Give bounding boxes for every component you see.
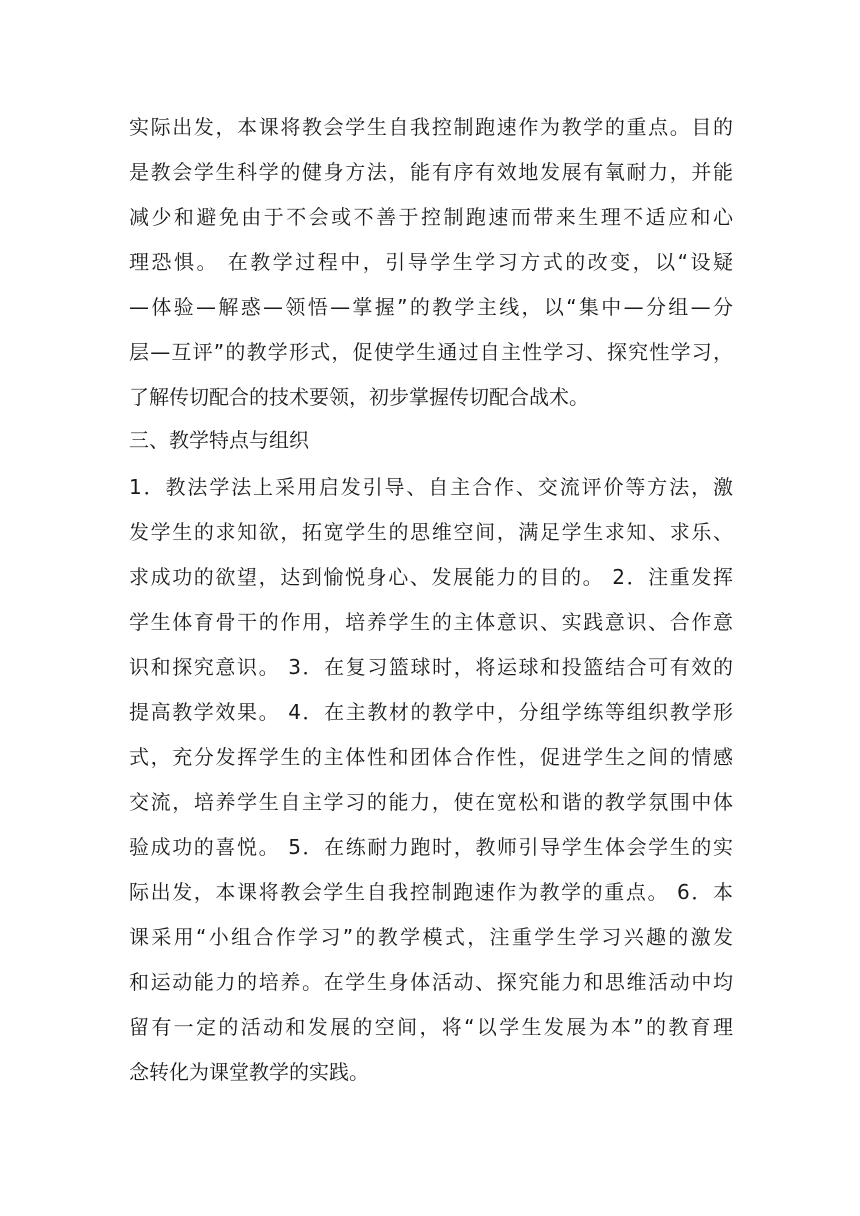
text-line: 理恐惧。 在教学过程中，引导学生学习方式的改变，以“设疑 <box>129 250 733 274</box>
text-line: 1．教法学法上采用启发引导、自主合作、交流评价等方法，激 <box>129 475 733 499</box>
text-line: 是教会学生科学的健身方法，能有序有效地发展有氧耐力，并能 <box>129 160 733 184</box>
section-heading: 三、教学特点与组织 <box>129 428 309 452</box>
text-line: 层—互评”的教学形式，促使学生通过自主性学习、探究性学习， <box>129 340 733 364</box>
text-line: —体验—解惑—领悟—掌握”的教学主线，以“集中—分组—分 <box>129 295 733 319</box>
text-line: 求成功的欲望，达到愉悦身心、发展能力的目的。 2．注重发挥 <box>129 565 733 589</box>
text-line: 念转化为课堂教学的实践。 <box>129 1060 369 1084</box>
text-line: 学生体育骨干的作用，培养学生的主体意识、实践意识、合作意 <box>129 610 733 634</box>
text-line: 课采用“小组合作学习”的教学模式，注重学生学习兴趣的激发 <box>129 925 733 949</box>
text-line: 减少和避免由于不会或不善于控制跑速而带来生理不适应和心 <box>129 205 733 229</box>
text-line: 留有一定的活动和发展的空间，将“以学生发展为本”的教育理 <box>129 1015 733 1039</box>
text-line: 验成功的喜悦。 5．在练耐力跑时，教师引导学生体会学生的实 <box>129 835 733 859</box>
text-line: 交流，培养学生自主学习的能力，使在宽松和谐的教学氛围中体 <box>129 790 733 814</box>
text-line: 识和探究意识。 3．在复习篮球时，将运球和投篮结合可有效的 <box>129 655 733 679</box>
text-line: 了解传切配合的技术要领，初步掌握传切配合战术。 <box>129 385 589 409</box>
text-line: 发学生的求知欲，拓宽学生的思维空间，满足学生求知、求乐、 <box>129 520 733 544</box>
text-line: 实际出发，本课将教会学生自我控制跑速作为教学的重点。目的 <box>129 115 733 139</box>
text-line: 际出发，本课将教会学生自我控制跑速作为教学的重点。 6．本 <box>129 880 733 904</box>
text-line: 提高教学效果。 4．在主教材的教学中，分组学练等组织教学形 <box>129 700 733 724</box>
text-line: 和运动能力的培养。在学生身体活动、探究能力和思维活动中均 <box>129 970 733 994</box>
text-line: 式，充分发挥学生的主体性和团体合作性，促进学生之间的情感 <box>129 745 733 769</box>
